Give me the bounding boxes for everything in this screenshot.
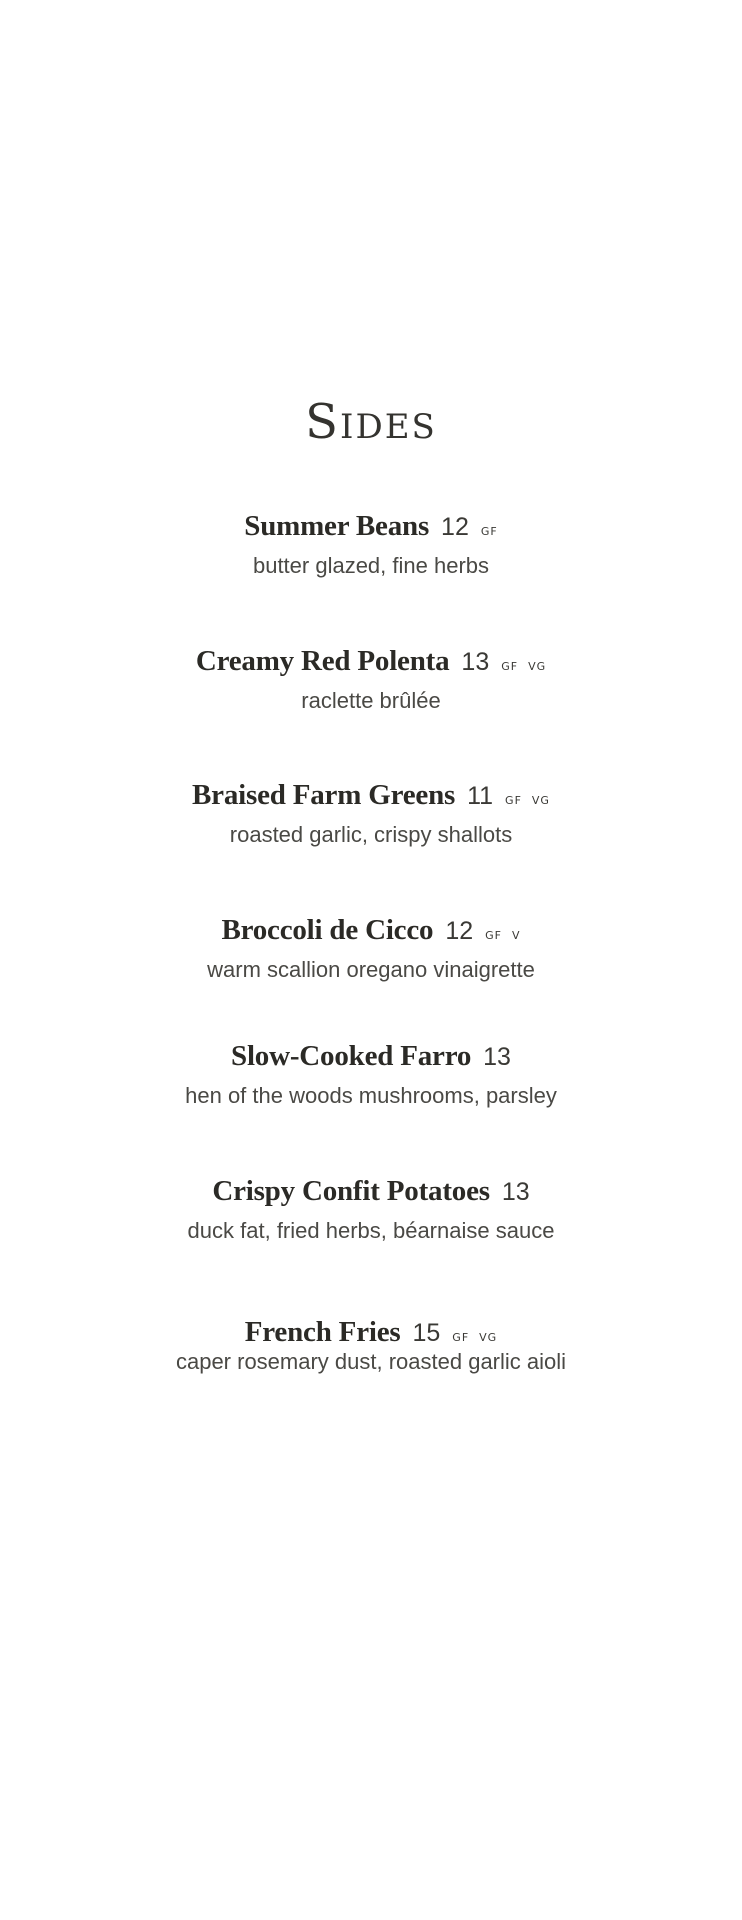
dietary-tag: GF — [485, 929, 503, 942]
item-header — [212, 1175, 529, 1208]
item-name: Braised Farm Greens — [192, 779, 456, 811]
item-description: hen of the woods mushrooms, parsley — [185, 1083, 557, 1108]
item-description: raclette brûlée — [301, 688, 441, 713]
item-name: Broccoli de Cicco — [221, 914, 434, 946]
menu-item-crispy-confit-potatoes — [0, 1175, 742, 1244]
menu-item-broccoli-de-cicco — [0, 914, 742, 983]
item-price: 15 — [412, 1319, 441, 1347]
item-description: warm scallion oregano vinaigrette — [207, 957, 535, 982]
dietary-tag: GF — [452, 1331, 470, 1344]
item-price: 12 — [441, 513, 469, 541]
item-price: 13 — [461, 648, 490, 676]
item-header — [231, 1040, 511, 1073]
dietary-tag: V — [512, 929, 521, 942]
item-price: 13 — [501, 1178, 530, 1206]
item-description: duck fat, fried herbs, béarnaise sauce — [187, 1218, 555, 1243]
item-name: French Fries — [244, 1316, 401, 1348]
menu-item-slow-cooked-farro — [0, 1040, 742, 1109]
item-description: butter glazed, fine herbs — [252, 553, 490, 578]
item-price: 13 — [483, 1043, 511, 1071]
menu-item-french-fries — [0, 1316, 742, 1375]
section-title: Sides — [305, 394, 437, 450]
dietary-tag: GF — [480, 525, 498, 538]
menu-item-braised-farm-greens — [0, 779, 742, 848]
dietary-tag: GF — [501, 660, 519, 673]
item-name: Summer Beans — [244, 510, 430, 542]
dietary-tag: VG — [531, 794, 550, 807]
item-header — [221, 914, 520, 947]
item-header — [196, 645, 546, 678]
menu-item-summer-beans — [0, 510, 742, 579]
item-price: 12 — [445, 917, 474, 945]
dietary-tag: VG — [479, 1331, 498, 1344]
item-header — [244, 510, 497, 543]
item-price: 11 — [467, 782, 494, 810]
item-description: caper rosemary dust, roasted garlic aioli — [175, 1349, 567, 1374]
item-name: Slow-Cooked Farro — [231, 1040, 472, 1072]
dietary-tag: VG — [528, 660, 547, 673]
item-name: Crispy Confit Potatoes — [212, 1175, 490, 1207]
item-description: roasted garlic, crispy shallots — [229, 822, 513, 847]
dietary-tag: GF — [505, 794, 522, 807]
menu-item-creamy-red-polenta — [0, 645, 742, 714]
item-header — [192, 779, 550, 812]
item-header — [245, 1316, 497, 1349]
item-name: Creamy Red Polenta — [195, 645, 450, 677]
